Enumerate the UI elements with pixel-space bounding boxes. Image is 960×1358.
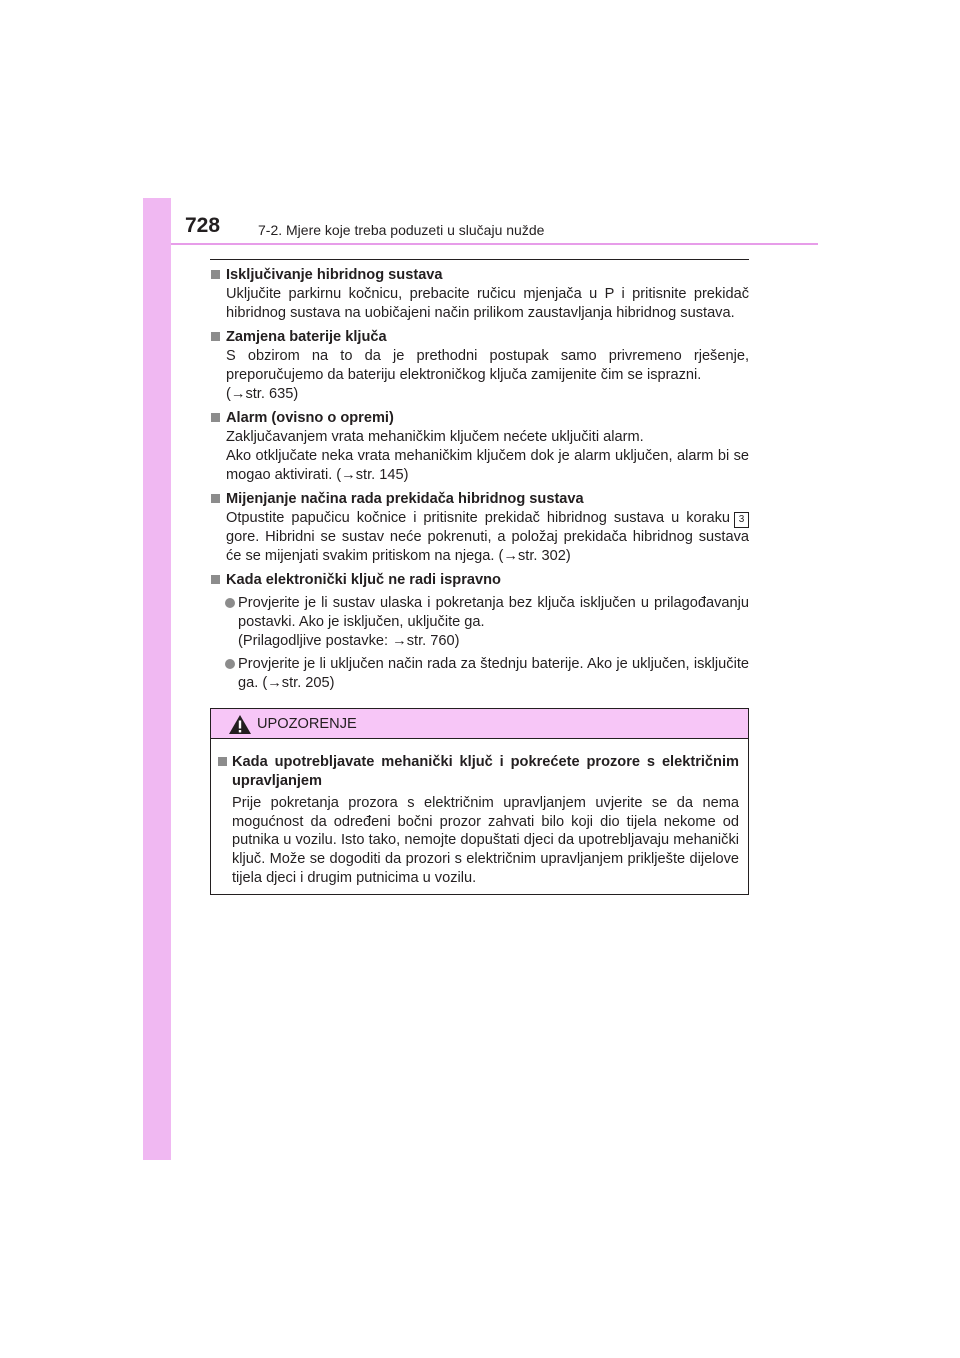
list-item: Provjerite je li sustav ulaska i pokretanja bez ključa isključen u prilagođavanju postavki. Ako je isključen, uključite ga. (Prilagodljive postavke: →str. 760): [210, 594, 749, 651]
section-key-malfunction: [210, 571, 749, 693]
section-alarm: [210, 409, 749, 485]
square-bullet-icon: [211, 332, 220, 341]
warning-triangle-icon: [228, 714, 252, 735]
section-title: Kada elektronički ključ ne radi ispravno: [210, 571, 749, 590]
circle-bullet-icon: [225, 598, 235, 608]
warning-text: Prije pokretanja prozora s električnim upravljanjem uvjerite se da nema mogućnost da određeni bočni prozor zahvati bilo koji dio tijela nekome od putnika u vozilu. Isto tako, nemojte dopuštati djeci da upotrebljavaju mehanički ključ. Može se dogoditi da prozori s električnim upravljanjem priklješte dijelove tijela djeci i drugim putnicima u vozilu.: [232, 795, 739, 886]
page-reference-link[interactable]: (Prilagodljive postavke: →str. 760): [238, 633, 460, 649]
square-bullet-icon: [218, 757, 227, 766]
section-switch-mode: [210, 490, 749, 566]
chapter-title: 7-2. Mjere koje treba poduzeti u slučaju nužde: [258, 222, 545, 238]
section-divider: [210, 259, 749, 260]
section-text: Otpustite papučicu kočnice i pritisnite prekidač hibridnog sustava u koraku 3 gore. Hibridni se sustav neće pokrenuti, a položaj prekidača hibridnog sustava će se mijenjati svakim pritiskom na njega. (→str. 302): [226, 510, 749, 564]
section-title: Alarm (ovisno o opremi): [210, 409, 749, 428]
step-number-box: 3: [734, 512, 749, 528]
warning-title: Kada upotrebljavate mehanički ključ i pokrećete prozore s električnim upravljanjem: [218, 753, 739, 790]
warning-body: [211, 739, 748, 887]
content-body: [210, 266, 749, 698]
section-text: Ako otključate neka vrata mehaničkim ključem dok je alarm uključen, alarm bi se mogao aktivirati. (→str. 145): [226, 448, 749, 483]
square-bullet-icon: [211, 270, 220, 279]
section-text: Zaključavanjem vrata mehaničkim ključem nećete uključiti alarm.: [226, 429, 644, 445]
page-reference-link[interactable]: (→str. 635): [226, 386, 299, 402]
section-text: S obzirom na to da je prethodni postupak samo privremeno rješenje, preporučujemo da bateriju elektroničkog ključa zamijenite čim se isprazni.: [226, 348, 749, 383]
side-tab-bar: [143, 198, 171, 1160]
square-bullet-icon: [211, 575, 220, 584]
section-key-battery: [210, 328, 749, 404]
square-bullet-icon: [211, 494, 220, 503]
page-number: 728: [185, 214, 221, 237]
section-hybrid-shutdown: [210, 266, 749, 323]
square-bullet-icon: [211, 413, 220, 422]
section-title: Isključivanje hibridnog sustava: [210, 266, 749, 285]
header-underline: [171, 243, 818, 245]
section-title: Zamjena baterije ključa: [210, 328, 749, 347]
warning-header: [211, 709, 748, 739]
section-title: Mijenjanje načina rada prekidača hibridnog sustava: [210, 490, 749, 509]
section-text: Uključite parkirnu kočnicu, prebacite ručicu mjenjača u P i pritisnite prekidač hibridnog sustava na uobičajeni način prilikom zaustavljanja hibridnog sustava.: [226, 286, 749, 321]
circle-bullet-icon: [225, 659, 235, 669]
warning-label: UPOZORENJE: [257, 716, 357, 732]
warning-box: [210, 708, 749, 895]
list-item: Provjerite je li uključen način rada za štednju baterije. Ako je uključen, isključite ga. (→str. 205): [210, 655, 749, 693]
